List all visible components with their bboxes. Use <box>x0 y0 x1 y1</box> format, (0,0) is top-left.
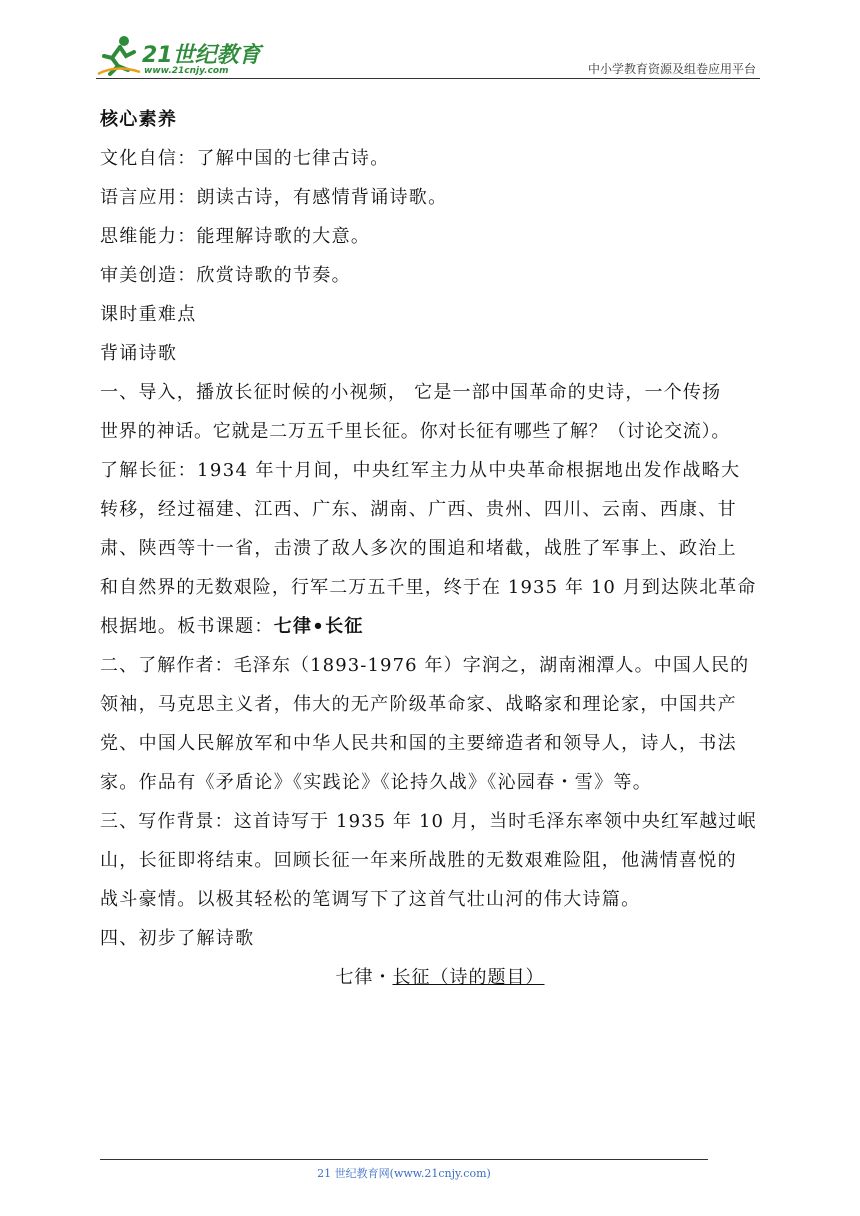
paragraph-line: 家。作品有《矛盾论》《实践论》《论持久战》《沁园春・雪》等。 <box>100 772 652 793</box>
page-footer: 21 世纪教育网(www.21cnjy.com) <box>317 1167 491 1180</box>
paragraph-line: 和自然界的无数艰险，行军二万五千里，终于在 1935 年 10 月到达陕北革命 <box>100 577 757 598</box>
header-divider <box>96 78 760 79</box>
paragraph-line: 转移，经过福建、江西、广东、湖南、广西、贵州、四川、云南、西康、甘 <box>100 499 737 520</box>
footer-divider <box>100 1159 708 1160</box>
logo-text: 21世纪教育 <box>142 43 261 68</box>
paragraph-line: 三、写作背景：这首诗写于 1935 年 10 月，当时毛泽东率领中央红军越过岷 <box>100 811 757 832</box>
paragraph-line <box>100 607 780 646</box>
header-tagline: 中小学教育资源及组卷应用平台 <box>587 62 756 76</box>
poem-title-main: 长征（诗的题目） <box>392 967 545 988</box>
paragraph-line: 山，长征即将结束。回顾长征一年来所战胜的无数艰难险阻，他满情喜悦的 <box>100 850 737 871</box>
paragraph-line: 课时重难点 <box>100 304 197 325</box>
running-figure-icon <box>96 34 142 78</box>
paragraph-text: 根据地。板书课题： <box>100 616 274 637</box>
paragraph-line: 世界的神话。它就是二万五千里长征。你对长征有哪些了解？（讨论交流）。 <box>100 421 731 442</box>
section-heading: 核心素养 <box>100 109 178 130</box>
paragraph-line: 四、初步了解诗歌 <box>100 928 255 949</box>
paragraph-line: 思维能力：能理解诗歌的大意。 <box>100 226 371 247</box>
paragraph-line: 审美创造：欣赏诗歌的节奏。 <box>100 265 351 286</box>
paragraph-line: 党、中国人民解放军和中华人民共和国的主要缔造者和领导人，诗人，书法 <box>100 733 737 754</box>
paragraph-line: 二、了解作者：毛泽东（1893-1976 年）字润之，湖南湘潭人。中国人民的 <box>100 655 750 676</box>
paragraph-line: 战斗豪情。以极其轻松的笔调写下了这首气壮山河的伟大诗篇。 <box>100 889 641 910</box>
poem-title <box>100 958 780 997</box>
lesson-title: 七律•长征 <box>273 616 364 637</box>
poem-title-prefix: 七律・ <box>335 967 393 988</box>
paragraph-line: 背诵诗歌 <box>100 343 178 364</box>
paragraph-line: 领袖，马克思主义者，伟大的无产阶级革命家、战略家和理论家，中国共产 <box>100 694 737 715</box>
paragraph-line: 语言应用：朗读古诗，有感情背诵诗歌。 <box>100 187 448 208</box>
paragraph-line: 了解长征：1934 年十月间，中央红军主力从中央革命根据地出发作战略大 <box>100 460 741 481</box>
paragraph-line: 文化自信：了解中国的七律古诗。 <box>100 148 390 169</box>
logo-url: www.21cnjy.com <box>144 66 229 76</box>
paragraph-line: 肃、陕西等十一省，击溃了敌人多次的围追和堵截，战胜了军事上、政治上 <box>100 538 737 559</box>
paragraph-line: 一、导入，播放长征时候的小视频， 它是一部中国革命的史诗，一个传扬 <box>100 382 722 403</box>
logo <box>96 34 296 78</box>
page-header <box>96 30 760 80</box>
document-body <box>100 100 780 997</box>
